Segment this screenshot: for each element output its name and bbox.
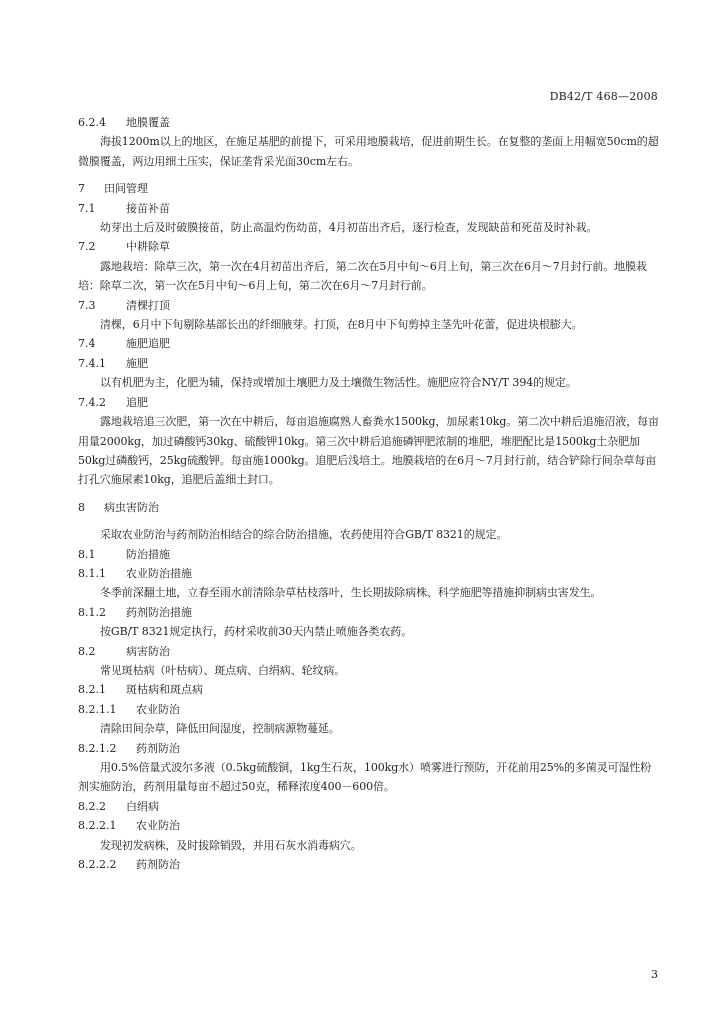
section-heading xyxy=(78,354,660,373)
section-title: 药剂防治 xyxy=(136,858,180,872)
section-title: 农业防治措施 xyxy=(126,566,192,580)
paragraph: 海拔1200m以上的地区，在施足基肥的前提下，可采用地膜栽培，促进前期生长。在复整的垄面上用幅宽50cm的超微膜覆盖，两边用细土压实，保证垄背采光面30cm左右。 xyxy=(78,135,659,168)
page-number: 3 xyxy=(651,968,658,981)
section-heading xyxy=(78,603,660,622)
section-heading xyxy=(78,393,660,412)
section-number: 8.2.2.2 xyxy=(78,858,117,872)
section-number: 8.2.1.2 xyxy=(78,741,117,755)
paragraph: 露地栽培追三次肥，第一次在中耕后，每亩追施腐熟人畜粪水1500kg，加尿素10kg。第二次中耕后追施沼液，每亩用量2000kg，加过磷酸钙30kg、硫酸钾10kg。第三次中耕后追施磷钾肥浓制的堆肥，堆肥配比是1500kg土杂肥加50kg过磷酸钙，25kg硫酸钾。每亩施1000kg。追肥后浅培土。地膜栽培的在6月～7月封行前，结合铲除行间杂草每亩打孔穴施尿素10kg，追肥后盖细土封口。 xyxy=(78,415,659,487)
section-heading xyxy=(78,680,660,699)
section-number: 8.1 xyxy=(78,547,96,561)
section-number: 7 xyxy=(78,182,85,196)
standard-code: DB42/T 468—2008 xyxy=(549,90,658,103)
section-title: 病害防治 xyxy=(126,644,170,658)
section-title: 施肥追肥 xyxy=(126,337,170,351)
section-number: 7.1 xyxy=(78,201,96,215)
section-heading xyxy=(78,564,660,583)
section-number: 8.2.2.1 xyxy=(78,819,117,833)
section-title: 白绢病 xyxy=(126,799,159,813)
section-title: 斑枯病和斑点病 xyxy=(126,683,203,697)
section-heading xyxy=(78,797,660,816)
section-heading xyxy=(78,498,660,517)
section-number: 7.4 xyxy=(78,337,96,351)
section-number: 8.1.2 xyxy=(78,605,106,619)
section-title: 病虫害防治 xyxy=(104,500,159,514)
paragraph: 清除田间杂草，降低田间湿度，控制病源物蔓延。 xyxy=(100,722,340,736)
paragraph: 发现初发病株，及时拔除销毁，并用石灰水消毒病穴。 xyxy=(100,838,362,852)
section-number: 8.2.1 xyxy=(78,683,106,697)
section-gap xyxy=(78,517,660,525)
section-number: 8 xyxy=(78,500,85,514)
section-title: 防治措施 xyxy=(126,547,170,561)
paragraph: 幼芽出土后及时破膜接苗，防止高温灼伤幼苗，4月初苗出齐后，逐行检查，发现缺苗和死苗及时补栽。 xyxy=(100,221,598,235)
section-title: 中耕除草 xyxy=(126,240,170,254)
section-number: 7.4.1 xyxy=(78,356,106,370)
paragraph: 以有机肥为主，化肥为辅，保持或增加土壤肥力及土壤微生物活性。施肥应符合NY/T 394的规定。 xyxy=(100,376,577,390)
section-number: 7.4.2 xyxy=(78,395,106,409)
section-number: 8.2.2 xyxy=(78,799,106,813)
section-title: 接苗补苗 xyxy=(126,201,170,215)
section-gap xyxy=(78,171,660,179)
section-title: 田间管理 xyxy=(104,182,148,196)
section-number: 7.3 xyxy=(78,298,96,312)
section-heading xyxy=(78,334,660,353)
section-heading xyxy=(78,816,660,835)
section-heading xyxy=(78,739,660,758)
paragraph: 露地栽培：除草三次，第一次在4月初苗出齐后，第二次在5月中旬～6月上旬，第三次在6月～7月封行前。地膜栽培：除草二次，第一次在5月中旬～6月上旬，第二次在6月～7月封行前。 xyxy=(78,259,647,293)
section-heading xyxy=(78,199,660,218)
section-title: 施肥 xyxy=(126,356,148,370)
section-title: 农业防治 xyxy=(136,702,180,716)
section-title: 药剂防治 xyxy=(136,741,180,755)
section-number: 8.2 xyxy=(78,644,96,658)
section-title: 追肥 xyxy=(126,395,148,409)
section-number: 7.2 xyxy=(78,240,96,254)
paragraph: 冬季前深翻土地，立春至雨水前清除杂草枯枝落叶，生长期拔除病株、科学施肥等措施抑制病虫害发生。 xyxy=(100,586,602,600)
section-title: 药剂防治措施 xyxy=(126,605,192,619)
paragraph: 采取农业防治与药剂防治相结合的综合防治措施，农药使用符合GB/T 8321的规定。 xyxy=(100,528,508,542)
section-number: 8.1.1 xyxy=(78,566,106,580)
document-body xyxy=(78,113,660,874)
paragraph: 清棵，6月中下旬剔除基部长出的纤细腋芽。打顶，在8月中下旬剪掉主茎先叶花蕾，促进块根膨大。 xyxy=(100,318,583,332)
section-heading xyxy=(78,237,660,256)
section-gap xyxy=(78,490,660,498)
section-heading xyxy=(78,179,660,198)
section-heading xyxy=(78,700,660,719)
section-number: 8.2.1.1 xyxy=(78,702,117,716)
paragraph: 用0.5%倍量式波尔多液（0.5kg硫酸铜，1kg生石灰，100kg水）喷雾进行预防，开花前用25%的多菌灵可湿性粉剂实施防治，药剂用量每亩不超过50克，稀释浓度400－600倍。 xyxy=(78,761,652,794)
section-heading xyxy=(78,296,660,315)
section-heading xyxy=(78,113,660,132)
section-heading xyxy=(78,545,660,564)
section-title: 农业防治 xyxy=(136,819,180,833)
paragraph: 按GB/T 8321规定执行，药材采收前30天内禁止喷施各类农药。 xyxy=(100,625,413,639)
section-title: 地膜覆盖 xyxy=(126,116,170,129)
section-heading xyxy=(78,855,660,874)
section-heading xyxy=(78,642,660,661)
paragraph: 常见斑枯病（叶枯病）、斑点病、白绢病、轮纹病。 xyxy=(100,663,346,677)
section-title: 清棵打顶 xyxy=(126,298,170,312)
section-number: 6.2.4 xyxy=(78,116,106,129)
